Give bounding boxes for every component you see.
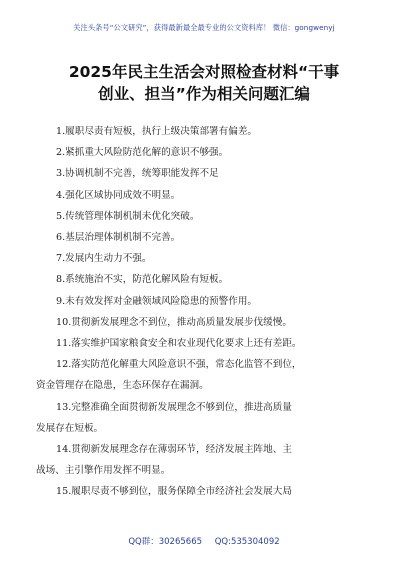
list-item-text: 10.贯彻新发展理念不到位，推动高质量发展步伐缓慢。 bbox=[56, 316, 292, 328]
list-item-text: 14.贯彻新发展理念存在薄弱环节，经济发展主阵地、主 bbox=[56, 444, 292, 456]
list-item bbox=[56, 142, 376, 163]
list-item bbox=[56, 121, 376, 142]
footer-qq: QQ:535304092 bbox=[214, 537, 280, 547]
list-item bbox=[56, 291, 376, 312]
list-item-text: 6.基层治理体制机制不完善。 bbox=[56, 232, 181, 244]
document-title bbox=[20, 61, 388, 105]
list-item-text: 1.履职尽责有短板，执行上级决策部署有偏差。 bbox=[56, 126, 258, 137]
title-line-1: 2025年民主生活会对照检查材料“干事 bbox=[68, 63, 340, 81]
list-item bbox=[36, 397, 376, 439]
list-item bbox=[56, 248, 376, 269]
list-item bbox=[56, 269, 376, 290]
list-item bbox=[56, 206, 376, 227]
header-promo-banner: 关注头条号“公文研究”，获得最新最全最专业的公文资料库！ 微信：gongwenyj bbox=[73, 23, 335, 32]
list-item-text: 13.完整准确全面贯彻新发展理念不够到位，推进高质量 bbox=[56, 401, 292, 413]
list-item-text: 15.履职尽责不够到位，服务保障全市经济社会发展大局 bbox=[56, 486, 292, 498]
list-item-text: 4.强化区域协同成效不明显。 bbox=[56, 189, 181, 201]
list-item-text: 3.协调机制不完善，统筹职能发挥不足 bbox=[56, 168, 219, 180]
list-item-text: 2.紧抓重大风险防范化解的意识不够强。 bbox=[56, 147, 229, 159]
list-item-text-continued: 战场、主引擎作用发挥不明显。 bbox=[36, 465, 171, 477]
list-item bbox=[56, 312, 376, 333]
list-item bbox=[56, 185, 376, 206]
list-item-text: 8.系统施治不实，防范化解风险有短板。 bbox=[56, 274, 229, 286]
list-item-text: 5.传统管理体制机制未优化突破。 bbox=[56, 210, 200, 222]
list-item bbox=[56, 481, 376, 502]
list-item bbox=[36, 354, 376, 396]
title-line-2: 创业、担当”作为相关问题汇编 bbox=[98, 85, 310, 103]
list-item-text: 7.发展内生动力不强。 bbox=[56, 253, 152, 265]
list-item-text-continued: 发展存在短板。 bbox=[36, 422, 104, 434]
list-item-text-continued: 资金管理存在隐患，生态环保存在漏洞。 bbox=[36, 380, 209, 392]
footer-contact bbox=[0, 535, 408, 547]
list-item bbox=[56, 333, 376, 354]
list-item-text: 11.落实维护国家粮食安全和农业现代化要求上还有差距。 bbox=[56, 338, 302, 350]
list-item bbox=[56, 227, 376, 248]
footer-qq-group: QQ群：30265665 bbox=[128, 537, 203, 547]
list-item bbox=[56, 163, 376, 184]
list-item bbox=[36, 439, 376, 481]
issue-list bbox=[36, 121, 376, 503]
list-item-text: 12.落实防范化解重大风险意识不强，常态化监管不到位， bbox=[56, 359, 302, 371]
list-item-text: 9.未有效发挥对金融领域风险隐患的预警作用。 bbox=[56, 295, 258, 307]
